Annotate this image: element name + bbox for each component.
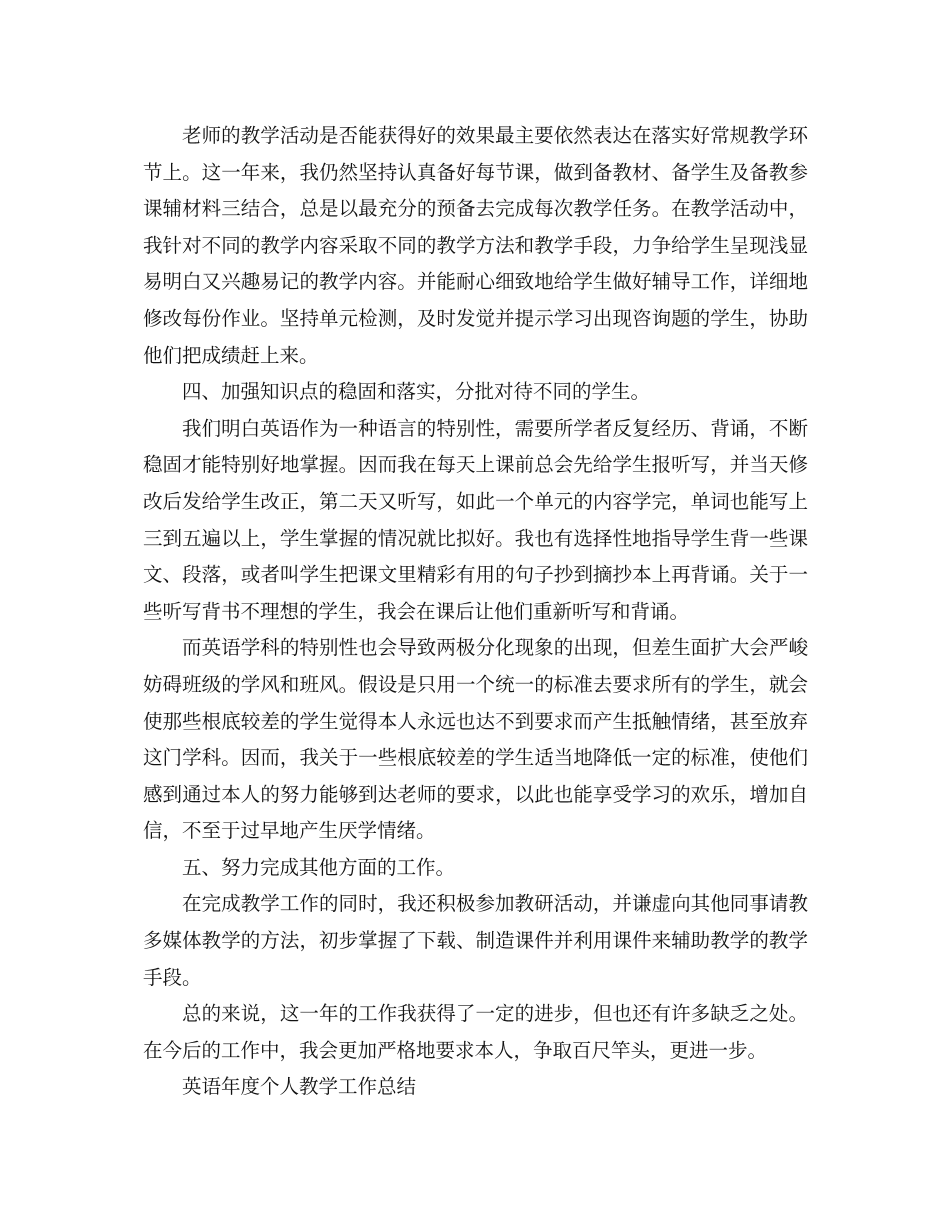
paragraph-weak-students: 而英语学科的特别性也会导致两极分化现象的出现，但差生面扩大会严峻妨碍班级的学风和班风。假设是只用一个统一的标准去要求所有的学生，就会使那些根底较差的学生觉得本人永远也达不到要求而产生抵触情绪，甚至放弃这门学科。因而，我关于一些根底较差的学生适当地降低一定的标准，使他们感到通过本人的努力能够到达老师的要求，以此也能享受学习的欢乐，增加自信，不至于过早地产生厌学情绪。 bbox=[143, 636, 808, 843]
document-body bbox=[143, 118, 808, 1106]
paragraph-dictation: 我们明白英语作为一种语言的特别性，需要所学者反复经历、背诵，不断稳固才能特别好地掌握。因而我在每天上课前总会先给学生报听写，并当天修改后发给学生改正，第二天又听写，如此一个单元的内容学完，单词也能写上三到五遍以上，学生掌握的情况就比拟好。我也有选择性地指导学生背一些课文、段落，或者叫学生把课文里精彩有用的句子抄到摘抄本上再背诵。关于一些听写背书不理想的学生，我会在课后让他们重新听写和背诵。 bbox=[143, 416, 808, 623]
paragraph-research-activities: 在完成教学工作的同时，我还积极参加教研活动，并谦虚向其他同事请教多媒体教学的方法，初步掌握了下载、制造课件并利用课件来辅助教学的教学手段。 bbox=[143, 892, 808, 989]
document-title-line: 英语年度个人教学工作总结 bbox=[182, 1075, 417, 1099]
paragraph-teaching-routine: 老师的教学活动是否能获得好的效果最主要依然表达在落实好常规教学环节上。这一年来，我仍然坚持认真备好每节课，做到备教材、备学生及备教参课辅材料三结合，总是以最充分的预备去完成每次教学任务。在教学活动中，我针对不同的教学内容采取不同的教学方法和教学手段，力争给学生呈现浅显易明白又兴趣易记的教学内容。并能耐心细致地给学生做好辅导工作，详细地修改每份作业。坚持单元检测，及时发觉并提示学习出现咨询题的学生，协助他们把成绩赶上来。 bbox=[143, 124, 808, 367]
section-heading-four: 四、加强知识点的稳固和落实，分批对待不同的学生。 bbox=[182, 380, 651, 404]
section-heading-five: 五、努力完成其他方面的工作。 bbox=[182, 855, 456, 879]
paragraph-conclusion: 总的来说，这一年的工作我获得了一定的进步，但也还有许多缺乏之处。在今后的工作中，我会更加严格地要求本人，争取百尺竿头，更进一步。 bbox=[143, 1002, 808, 1062]
